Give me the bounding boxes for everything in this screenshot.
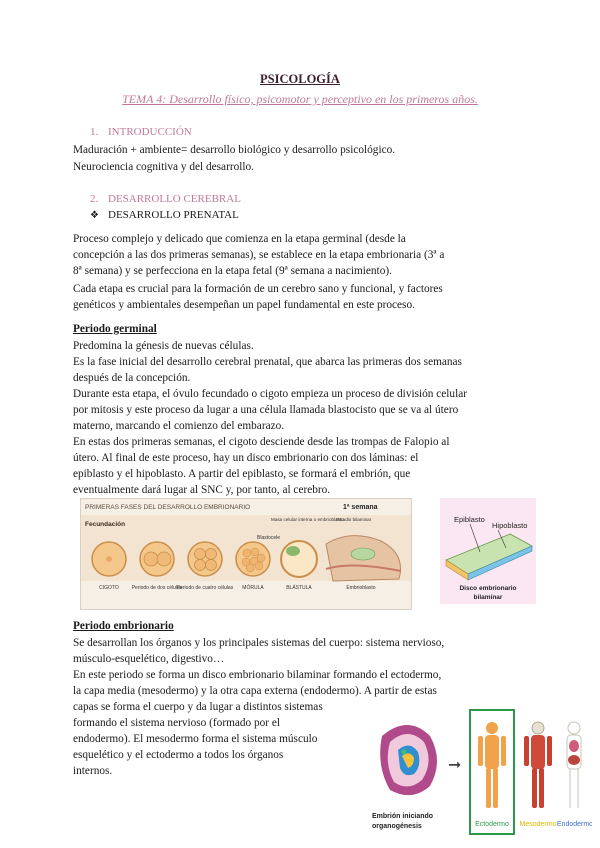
stage-label: BLÁSTULA	[286, 585, 312, 591]
arrow-right-icon: ➞	[448, 755, 462, 774]
fig1-title: PRIMERAS FASES DEL DESARROLLO EMBRIONARIO	[85, 504, 251, 511]
text-line: En este periodo se forma un disco embrionario bilaminar formando el ectodermo,	[73, 669, 442, 681]
embryo-stages-illustration	[81, 499, 411, 609]
blastula-shape	[281, 541, 317, 577]
text-line: concepción a las dos primeras semanas), se establece en la etapa embrionaria (3ª a	[73, 249, 445, 261]
section-title: INTRODUCCIÓN	[108, 126, 192, 138]
bullet-label: DESARROLLO PRENATAL	[108, 209, 239, 221]
figure-embryonic-development	[80, 498, 412, 610]
fig1-label-masa: Masa celular interna o embrioblasto	[271, 517, 344, 522]
text-line: útero. Al final de este proceso, hay un disco embrionario con dos láminas: el	[73, 452, 419, 464]
text-line: la capa media (mesodermo) y la otra capa externa (endodermo). A partir de estas	[73, 685, 437, 697]
text-line: Es la fase inicial del desarrollo cerebral prenatal, que abarca las primeras dos semanas	[73, 356, 462, 368]
four-cell-shape	[188, 542, 222, 576]
section-cerebral-heading	[90, 193, 241, 205]
germinal-heading: Periodo germinal	[73, 323, 157, 335]
inner-cell-mass	[286, 546, 300, 556]
fig3-caption-line2: organogénesis	[372, 823, 422, 830]
text-line: por mitosis y este proceso da lugar a una célula llamada blastocisto que se va al útero	[73, 404, 459, 416]
prenatal-paragraph-1	[73, 231, 525, 279]
ectoderm-figure	[478, 722, 506, 808]
embrionario-body-full	[73, 635, 531, 699]
text-line: genéticos y ambientales desempeñan un papel fundamental en este proceso.	[73, 299, 415, 311]
label-epiblasto: Epiblasto	[454, 515, 485, 524]
stage-label: MÓRULA	[242, 585, 264, 591]
figure-organogenesis	[368, 706, 592, 838]
fig1-label-bilaminar: Estadio bilaminar	[336, 517, 372, 522]
stage-label: Periodo de cuatro células	[176, 585, 234, 591]
section-number: 2.	[90, 193, 99, 205]
embrionario-body-narrow	[73, 699, 361, 779]
intro-line-1: Maduración + ambiente= desarrollo biológico y desarrollo psicológico.	[73, 144, 396, 156]
endoderm-figure	[567, 722, 581, 808]
stage-label: Embrioblasto	[346, 585, 376, 591]
section-title: DESARROLLO CEREBRAL	[108, 193, 241, 205]
prenatal-paragraph-2	[73, 281, 525, 313]
figure-disco-bilaminar	[440, 498, 536, 604]
intro-line-2: Neurociencia cognitiva y del desarrollo.	[73, 161, 254, 173]
bilaminar-disc-illustration	[440, 498, 536, 604]
layer-label-endodermo: Endodermo	[556, 821, 592, 828]
text-line: Proceso complejo y delicado que comienza en la etapa germinal (desde la	[73, 233, 406, 245]
text-line: endodermo). El mesodermo forma el sistema músculo	[73, 733, 318, 745]
organogenesis-illustration	[368, 706, 592, 838]
embryo-illustration	[380, 725, 437, 795]
text-line: Durante esta etapa, el óvulo fecundado o cigoto empieza un proceso de división celular	[73, 388, 467, 400]
page-subtitle: TEMA 4: Desarrollo físico, psicomotor y perceptivo en los primeros años.	[122, 92, 478, 106]
diamond-bullet-icon: ❖	[90, 210, 99, 221]
text-line: internos.	[73, 765, 113, 777]
text-line: materno, marcando el comienzo del embarazo.	[73, 420, 285, 432]
bullet-prenatal	[90, 209, 239, 221]
text-line: epiblasto y el hipoblasto. A partir del epiblasto, se formará el embrión, que	[73, 468, 411, 480]
fig2-caption-line1: Disco embrionario	[459, 585, 517, 592]
text-line: músculo-esquelético, digestivo…	[73, 653, 225, 665]
fig1-fecundacion: Fecundación	[85, 521, 126, 528]
text-line: En estas dos primeras semanas, el cigoto desciende desde las trompas de Falopio al	[73, 436, 450, 448]
stage-label: Periodo de dos células	[131, 585, 183, 591]
germinal-body	[73, 338, 531, 498]
section-number: 1.	[90, 126, 99, 138]
fig1-week: 1ª semana	[343, 504, 378, 511]
label-hipoblasto: Hipoblasto	[492, 521, 528, 530]
fig2-caption-line2: bilaminar	[473, 594, 503, 601]
page-title: PSICOLOGÍA	[260, 72, 340, 86]
mesoderm-figure	[524, 722, 552, 808]
section-intro-heading	[90, 126, 192, 138]
stage-label: CIGOTO	[99, 585, 119, 591]
text-line: 8ª semana) y se perfecciona en la etapa fetal (9ª semana a nacimiento).	[73, 265, 392, 277]
text-line: Cada etapa es crucial para la formación de un cerebro sano y funcional, y factores	[73, 283, 443, 295]
text-line: Se desarrollan los órganos y los principales sistemas del cuerpo: sistema nervioso,	[73, 637, 445, 649]
layer-label-mesodermo: Mesodermo	[519, 821, 557, 828]
text-line: eventualmente dará lugar al SNC y, por tanto, al cerebro.	[73, 484, 331, 496]
zygote-nucleus	[106, 556, 112, 562]
text-line: formando el sistema nervioso (formado por el	[73, 717, 281, 729]
fig3-caption-line1: Embrión iniciando	[372, 813, 434, 820]
layer-label-ectodermo: Ectodermo	[475, 821, 509, 828]
embrionario-heading: Periodo embrionario	[73, 620, 174, 632]
text-line: Predomina la génesis de nuevas células.	[73, 340, 254, 352]
text-line: esquelético y el ectodermo a todos los órganos	[73, 749, 284, 761]
text-line: después de la concepción.	[73, 372, 191, 384]
fig1-label-blastocele: Blastocele	[257, 535, 281, 541]
text-line: capas se forma el cuerpo y da lugar a distintos sistemas	[73, 701, 323, 713]
